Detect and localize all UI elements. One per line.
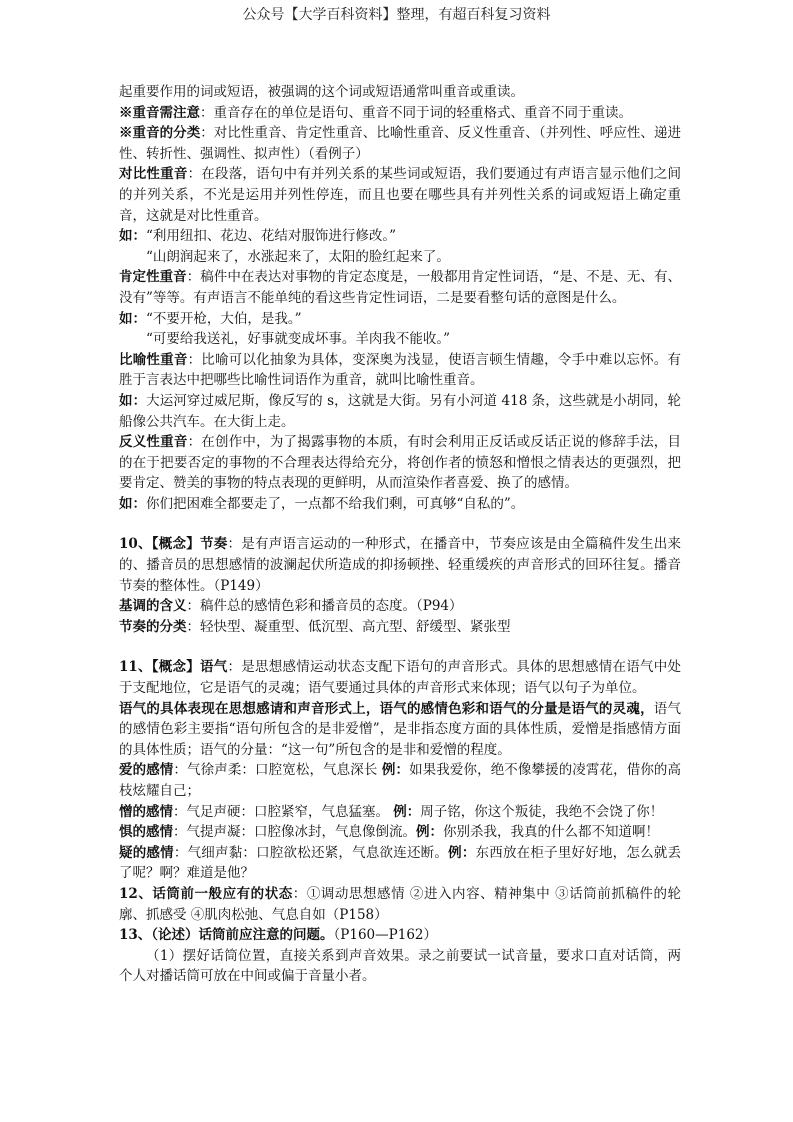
body-text: 起重要作用的词或短语，被强调的这个词或短语通常叫重音或重读。 [119,84,524,100]
bold-text: 疑的感情 [119,844,174,861]
paragraph [119,247,681,268]
document-body [119,82,681,987]
bold-text: 13、（论述）话筒前应注意的问题。 [119,927,334,944]
bold-text: 节奏的分类 [119,618,187,635]
body-text: 语气的感情色彩主要指“语句所包含的是非爱憎”，是非指态度方面的具体性质，爱憎是指感情方面的具体性质；语气的分量：“这一句”所包含的是非和爱憎的程度。 [119,700,682,758]
bold-text: 比喻性重音 [119,351,188,368]
body-text: 大运河穿过威尼斯，像反写的 s，这就是大街。另有小河道 418 条，这些就是小胡同，轮船像公共汽车。在大街上走。 [119,392,681,430]
paragraph-gap [119,637,681,657]
bold-text: 10、【概念】节奏 [119,536,228,553]
body-text: “利用纽扣、花边、花结对服饰进行修改。” [146,228,397,245]
paragraph [119,329,681,350]
body-text: ：轻快型、凝重型、低沉型、高亢型、舒缓型、紧张型 [186,618,511,635]
body-text: ：稿件总的感情色彩和播音员的态度。（P94） [186,598,463,615]
paragraph [119,760,681,801]
paragraph [119,822,681,843]
bold-text: 如： [119,392,147,409]
body-text: ：气提声凝：口腔像冰封，气息像倒流。 [173,824,416,841]
body-text: ：稿件中在表达对事物的肯定态度是，一般都用肯定性词语，“是、不是、无、有、没有”等等。有声语言不能单纯的看这些肯定性词语，二是要看整句话的意图是什么。 [119,269,682,306]
body-text: （P160—P162） [333,927,437,944]
body-text: ：重音存在的单位是语句、重音不同于词的轻重格式、重音不同于重读。 [200,104,632,121]
body-text: ：气细声黏：口腔欲松还紧，气息欲连还断。 [173,844,449,861]
bold-text: 例： [448,844,476,861]
paragraph [119,82,681,103]
paragraph [119,884,681,925]
body-text: ：①调动思想感情 ②进入内容、精神集中 ③话筒前抓稿件的轮廓、抓感受 ④肌肉松弛、气息自如（P158） [119,885,681,923]
bold-text: 反义性重音 [119,434,188,451]
bold-text: 惧的感情 [119,824,173,841]
body-text: “可要给我送礼，好事就变成坏事。羊肉我不能收。” [146,331,451,348]
paragraph [119,699,681,761]
paragraph [119,843,681,884]
paragraph [119,432,681,494]
bold-text: 如： [119,228,146,245]
bold-text: 语气的具体表现在思想感请和声音形式上，语气的感情色彩和语气的分量是语气的灵魂， [119,700,654,717]
bold-text: 12、话筒前一般应有的状态 [119,885,293,902]
bold-text: 憎的感情 [119,803,173,820]
paragraph [119,802,681,823]
bold-text: 例： [381,762,410,779]
paragraph [119,226,681,247]
body-text: ：气徐声柔：口腔宽松，气息深长 [173,762,382,779]
body-text: ：比喻可以化抽象为具体，变深奥为浅显，使语言顿生情趣，令手中难以忘怀。有胜于言表达中把哪些比喻性词语作为重音，就叫比喻性重音。 [119,351,681,389]
paragraph [119,391,681,432]
paragraph [119,494,681,515]
bold-text: 例： [416,824,443,841]
bold-text: 例： [393,803,421,820]
bold-text: 对比性重音 [119,166,188,183]
body-text: ：对比性重音、肯定性重音、比喻性重音、反义性重音、（并列性、呼应性、递进性、转折性、强调性、拟声性）（看例子） [119,125,682,162]
bold-text: 爱的感情 [119,762,174,779]
bold-text: 肯定性重音 [119,269,187,286]
paragraph [119,617,681,638]
bold-text: ※重音需注意 [119,104,200,121]
bold-text: 如： [119,495,146,512]
bold-text: 基调的含义 [119,598,187,615]
paragraph [119,534,681,596]
body-text: ：是思想感情运动状态支配下语句的声音形式。具体的思想感情在语气中处于支配地位，它是语气的灵魂；语气要通过具体的声音形式来体现；语气以句子为单位。 [119,659,681,697]
bold-text: 11、【概念】语气 [119,659,228,676]
paragraph [119,925,681,946]
bold-text: ※重音的分类 [119,125,201,142]
body-text: 你们把困难全都要走了，一点都不给我们剩，可真够“自私的”。 [146,495,525,512]
body-text: 你别杀我，我真的什么都不知道啊！ [443,824,659,841]
page-header: 公众号【大学百科资料】整理，有超百科复习资料 [242,7,551,23]
body-text: 东西放在柜子里好好地，怎么就丢了呢？啊？难道是他？ [119,844,682,882]
body-text: 周子铭，你这个叛徒，我绝不会饶了你！ [420,803,664,820]
paragraph [119,596,681,617]
paragraph [119,267,681,308]
paragraph [119,103,681,124]
body-text: ：气足声硬：口腔紧窄，气息猛塞。 [173,803,394,820]
paragraph [119,946,681,987]
paragraph [119,350,681,391]
paragraph [119,123,681,164]
paragraph [119,657,681,698]
body-text: 如果我爱你，绝不像攀援的凌霄花，借你的高枝炫耀自己； [119,762,682,799]
body-text: “山朗润起来了，水涨起来了，太阳的脸红起来了。 [146,248,450,265]
body-text: ：是有声语言运动的一种形式，在播音中，节奏应该是由全篇稿件发生出来的、播音员的思想感情的波澜起伏所造成的抑扬顿挫、轻重缓疾的声音形式的回环往复。播音节奏的整体性。（P149） [119,536,681,594]
body-text: ：在段落，语句中有并列关系的某些词或短语，我们要通过有声语言显示他们之间的并列关系，不光是运用并列性停连，而且也要在哪些具有并列性关系的词或短语上确定重音，这就是对比性重音。 [119,166,681,224]
bold-text: 如： [119,310,146,327]
paragraph-gap [119,514,681,534]
body-text: “不要开枪，大伯，是我。” [146,310,302,327]
paragraph [119,309,681,330]
paragraph [119,164,681,226]
body-text: ：在创作中，为了揭露事物的本质，有时会利用正反话或反话正说的修辞手法，目的在于把要否定的事物的不合理表达得给充分，将创作者的愤怒和憎恨之情表达的更强烈，把要肯定、赞美的事物的特点表现的更鲜明，从而渲染作者喜爱、换了的感情。 [119,434,681,492]
body-text: （1）摆好话筒位置，直接关系到声音效果。录之前要试一试音量，要求口直对话筒，两个人对播话筒可放在中间或偏于音量小者。 [119,947,681,985]
